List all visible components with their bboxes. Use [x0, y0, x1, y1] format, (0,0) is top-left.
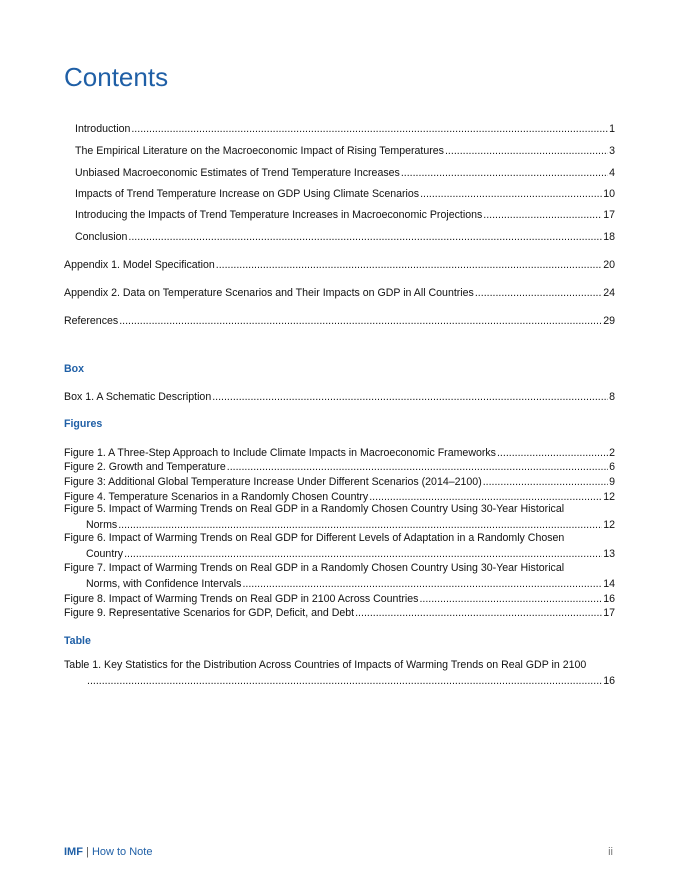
leader-dots	[475, 287, 602, 300]
leader-dots	[497, 447, 608, 460]
page-number: ii	[608, 846, 613, 858]
toc-entry-table-1[interactable]	[64, 658, 615, 689]
toc-entry-empirical-literature[interactable]	[75, 145, 615, 158]
section-heading-figures: Figures	[64, 418, 103, 430]
toc-entry-label: Figure 6. Impact of Warming Trends on Real GDP for Different Levels of Adaptation in a Randomly Chosen	[64, 532, 565, 544]
toc-entry-introduction[interactable]	[75, 123, 615, 136]
toc-entry-label: The Empirical Literature on the Macroeconomic Impact of Rising Temperatures	[75, 145, 444, 157]
toc-entry-label: Figure 4. Temperature Scenarios in a Randomly Chosen Country	[64, 491, 369, 503]
toc-entry-label-continued: Norms, with Confidence Intervals	[86, 577, 242, 590]
toc-entry-figure-2[interactable]	[64, 461, 615, 474]
toc-entry-page: 9	[609, 476, 615, 488]
leader-dots	[419, 593, 602, 606]
toc-entry-box-1[interactable]	[64, 391, 615, 404]
toc-entry-label-continued: Country	[86, 547, 124, 560]
toc-entry-label: Introducing the Impacts of Trend Temperature Increases in Macroeconomic Projections	[75, 209, 483, 221]
toc-entry-page: 2	[609, 447, 615, 459]
toc-entry-page: 6	[609, 461, 615, 473]
toc-entry-label-continued: Norms	[86, 518, 118, 531]
imf-logo-text: IMF	[64, 846, 83, 858]
toc-entry-page: 17	[603, 209, 615, 221]
toc-entry-label: Appendix 1. Model Specification	[64, 259, 215, 271]
toc-entry-page: 10	[603, 188, 615, 200]
toc-entry-label: Figure 1. A Three-Step Approach to Include Climate Impacts in Macroeconomic Frameworks	[64, 447, 496, 459]
leader-dots	[483, 209, 602, 222]
leader-dots	[401, 167, 608, 180]
toc-entry-page: 16	[603, 593, 615, 605]
toc-entry-label: Unbiased Macroeconomic Estimates of Trend Temperature Increases	[75, 167, 400, 179]
toc-entry-appendix-1[interactable]	[64, 259, 615, 272]
toc-entry-label: Figure 2. Growth and Temperature	[64, 461, 226, 473]
toc-entry-figure-6[interactable]	[64, 531, 615, 562]
section-heading-table: Table	[64, 635, 91, 647]
toc-entry-label: Table 1. Key Statistics for the Distribution Across Countries of Impacts of Warming Trends on Real GDP in 2100	[64, 659, 587, 671]
toc-entry-climate-scenarios[interactable]	[75, 188, 615, 201]
toc-entry-page: 4	[609, 167, 615, 179]
toc-entry-figure-7[interactable]	[64, 561, 615, 592]
toc-entry-page: 1	[609, 123, 615, 135]
toc-entry-label: Impacts of Trend Temperature Increase on GDP Using Climate Scenarios	[75, 188, 420, 200]
toc-entry-page: 8	[609, 391, 615, 403]
toc-entry-page: 16	[603, 674, 615, 687]
leader-dots	[483, 476, 608, 489]
page-title: Contents	[64, 62, 169, 92]
toc-entry-page: 12	[603, 491, 615, 503]
toc-entry-page: 3	[609, 145, 615, 157]
toc-entry-conclusion[interactable]	[75, 231, 615, 244]
toc-entry-label: Figure 7. Impact of Warming Trends on Real GDP in a Randomly Chosen Country Using 30-Year Historical	[64, 562, 565, 574]
toc-entry-label: Figure 8. Impact of Warming Trends on Real GDP in 2100 Across Countries	[64, 593, 419, 605]
leader-dots	[242, 577, 602, 593]
toc-entry-label: Figure 3: Additional Global Temperature Increase Under Different Scenarios (2014–2100)	[64, 476, 482, 488]
leader-dots	[212, 391, 608, 404]
leader-dots	[119, 315, 602, 328]
leader-dots	[128, 231, 602, 244]
toc-entry-label: Appendix 2. Data on Temperature Scenarios and Their Impacts on GDP in All Countries	[64, 287, 474, 299]
toc-entry-macroeconomic-projections[interactable]	[75, 209, 615, 222]
toc-entry-label: Figure 9. Representative Scenarios for GDP, Deficit, and Debt	[64, 607, 355, 619]
toc-entry-label: References	[64, 315, 119, 327]
leader-dots	[124, 547, 602, 563]
toc-entry-appendix-2[interactable]	[64, 287, 615, 300]
toc-entry-page: 17	[603, 607, 615, 619]
toc-entry-figure-8[interactable]	[64, 593, 615, 606]
footer-separator: |	[86, 846, 89, 858]
leader-dots	[355, 607, 602, 620]
toc-entry-figure-1[interactable]	[64, 447, 615, 460]
footer	[64, 846, 152, 858]
toc-entry-unbiased-estimates[interactable]	[75, 167, 615, 180]
toc-entry-page: 12	[603, 518, 615, 531]
leader-dots	[420, 188, 602, 201]
leader-dots	[227, 461, 608, 474]
toc-entry-label: Figure 5. Impact of Warming Trends on Real GDP in a Randomly Chosen Country Using 30-Year Historical	[64, 503, 565, 515]
toc-entry-page: 20	[603, 259, 615, 271]
leader-dots	[445, 145, 608, 158]
toc-entry-label: Box 1. A Schematic Description	[64, 391, 212, 403]
toc-entry-page: 18	[603, 231, 615, 243]
toc-entry-page: 24	[603, 287, 615, 299]
toc-entry-label: Conclusion	[75, 231, 128, 243]
toc-entry-figure-9[interactable]	[64, 607, 615, 620]
toc-entry-page: 13	[603, 547, 615, 560]
toc-entry-figure-5[interactable]	[64, 502, 615, 533]
toc-entry-label: Introduction	[75, 123, 131, 135]
leader-dots	[216, 259, 602, 272]
footer-doc-type: How to Note	[91, 846, 153, 858]
section-heading-box: Box	[64, 363, 85, 375]
toc-entry-page: 14	[603, 577, 615, 590]
toc-entry-references[interactable]	[64, 315, 615, 328]
leader-dots	[131, 123, 608, 136]
toc-entry-page: 29	[603, 315, 615, 327]
leader-dots	[87, 674, 602, 690]
toc-entry-figure-3[interactable]	[64, 476, 615, 489]
